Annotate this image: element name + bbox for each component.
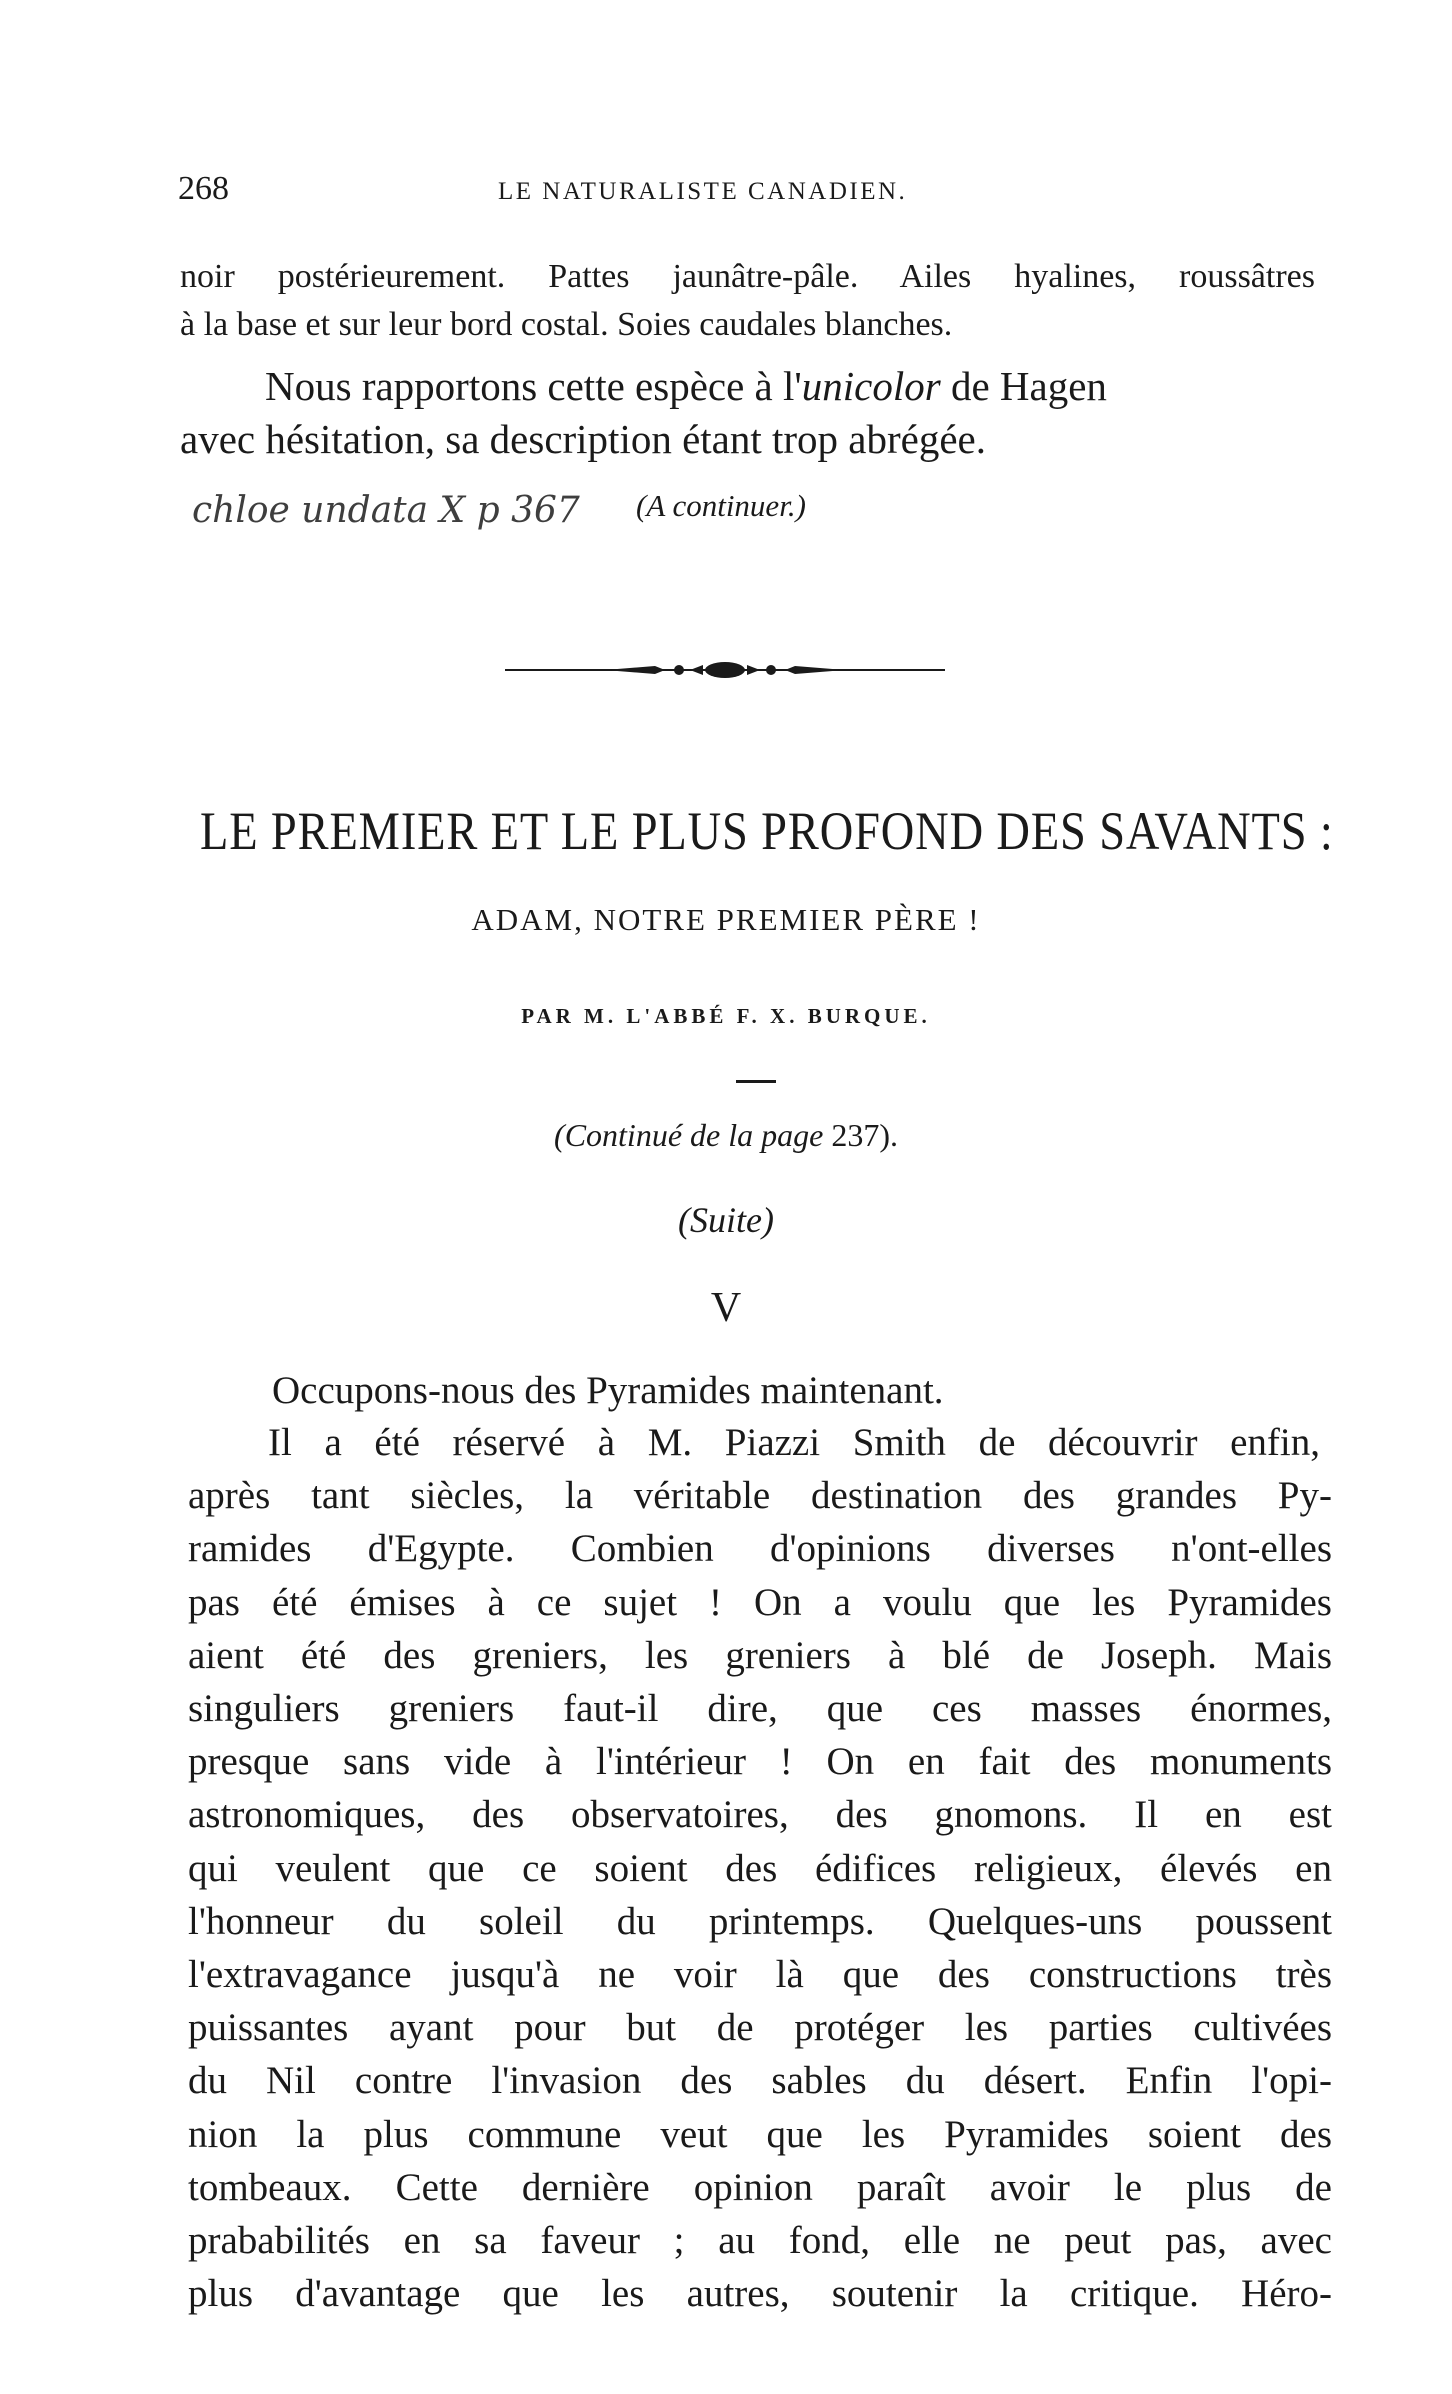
note-line: avec hésitation, sa description étant trop abrégée. (180, 416, 987, 462)
article-subtitle: ADAM, NOTRE PREMIER PÈRE ! (471, 902, 981, 937)
body-line: ramides d'Egypte. Combien d'opinions diverses n'ont-elles (188, 1527, 1332, 1571)
suite-label: (Suite) (678, 1200, 774, 1240)
running-title: LE NATURALISTE CANADIEN. (498, 178, 908, 205)
body-line: du Nil contre l'invasion des sables du désert. Enfin l'opi- (188, 2059, 1332, 2103)
continued-note (0, 1117, 1452, 1154)
body-line: astronomiques, des observatoires, des gnomons. Il en est (188, 1793, 1332, 1837)
body-line: pas été émises à ce sujet ! On a voulu que les Pyramides (188, 1580, 1332, 1624)
page-number: 268 (178, 170, 229, 207)
body-line: singuliers greniers faut-il dire, que ces masses énormes, (188, 1687, 1332, 1730)
note-line (265, 362, 1315, 410)
body-line: aient été des greniers, les greniers à blé de Joseph. Mais (188, 1633, 1332, 1677)
body-line: plus d'avantage que les autres, soutenir la critique. Héro- (188, 2272, 1332, 2316)
body-line: l'extravagance jusqu'à ne voir là que des constructions très (188, 1953, 1332, 1996)
body-line: qui veulent que ce soient des édifices religieux, élevés en (188, 1846, 1332, 1890)
opening-line: Occupons-nous des Pyramides maintenant. (272, 1369, 944, 1412)
continued-page: 237). (831, 1117, 898, 1153)
body-line: presque sans vide à l'intérieur ! On en fait des monuments (188, 1740, 1332, 1784)
body-line: tombeaux. Cette dernière opinion paraît avoir le plus de (188, 2165, 1332, 2209)
article-author: PAR M. L'ABBÉ F. X. BURQUE. (521, 1004, 931, 1028)
body-line: l'honneur du soleil du printemps. Quelques-uns poussent (188, 1899, 1332, 1943)
body-line: Il a été réservé à M. Piazzi Smith de découvrir enfin, (268, 1421, 1320, 1464)
note-line-text: Nous rapportons cette espèce à l'unicolor de Hagen (265, 363, 1107, 409)
paragraph-line: à la base et sur leur bord costal. Soies caudales blanches. (180, 306, 953, 343)
article-title: LE PREMIER ET LE PLUS PROFOND DES SAVANTS : (200, 801, 1334, 861)
continued-text: (Continué de la page (554, 1117, 824, 1153)
body-line: nion la plus commune veut que les Pyramides soient des (188, 2112, 1332, 2156)
paragraph-line: noir postérieurement. Pattes jaunâtre-pâle. Ailes hyalines, roussâtres (180, 258, 1315, 295)
body-line: prababilités en sa faveur ; au fond, elle ne peut pas, avec (188, 2219, 1332, 2262)
body-line: puissantes ayant pour but de protéger les parties cultivées (188, 2006, 1332, 2050)
separator-dash (736, 1080, 776, 1083)
to-continue-label: (A continuer.) (636, 488, 806, 523)
handwritten-annotation: chloe undata X p 367 (192, 490, 580, 531)
section-number: V (710, 1285, 742, 1331)
ornament-divider-icon (505, 655, 945, 685)
body-line: après tant siècles, la véritable destination des grandes Py- (188, 1474, 1332, 1518)
